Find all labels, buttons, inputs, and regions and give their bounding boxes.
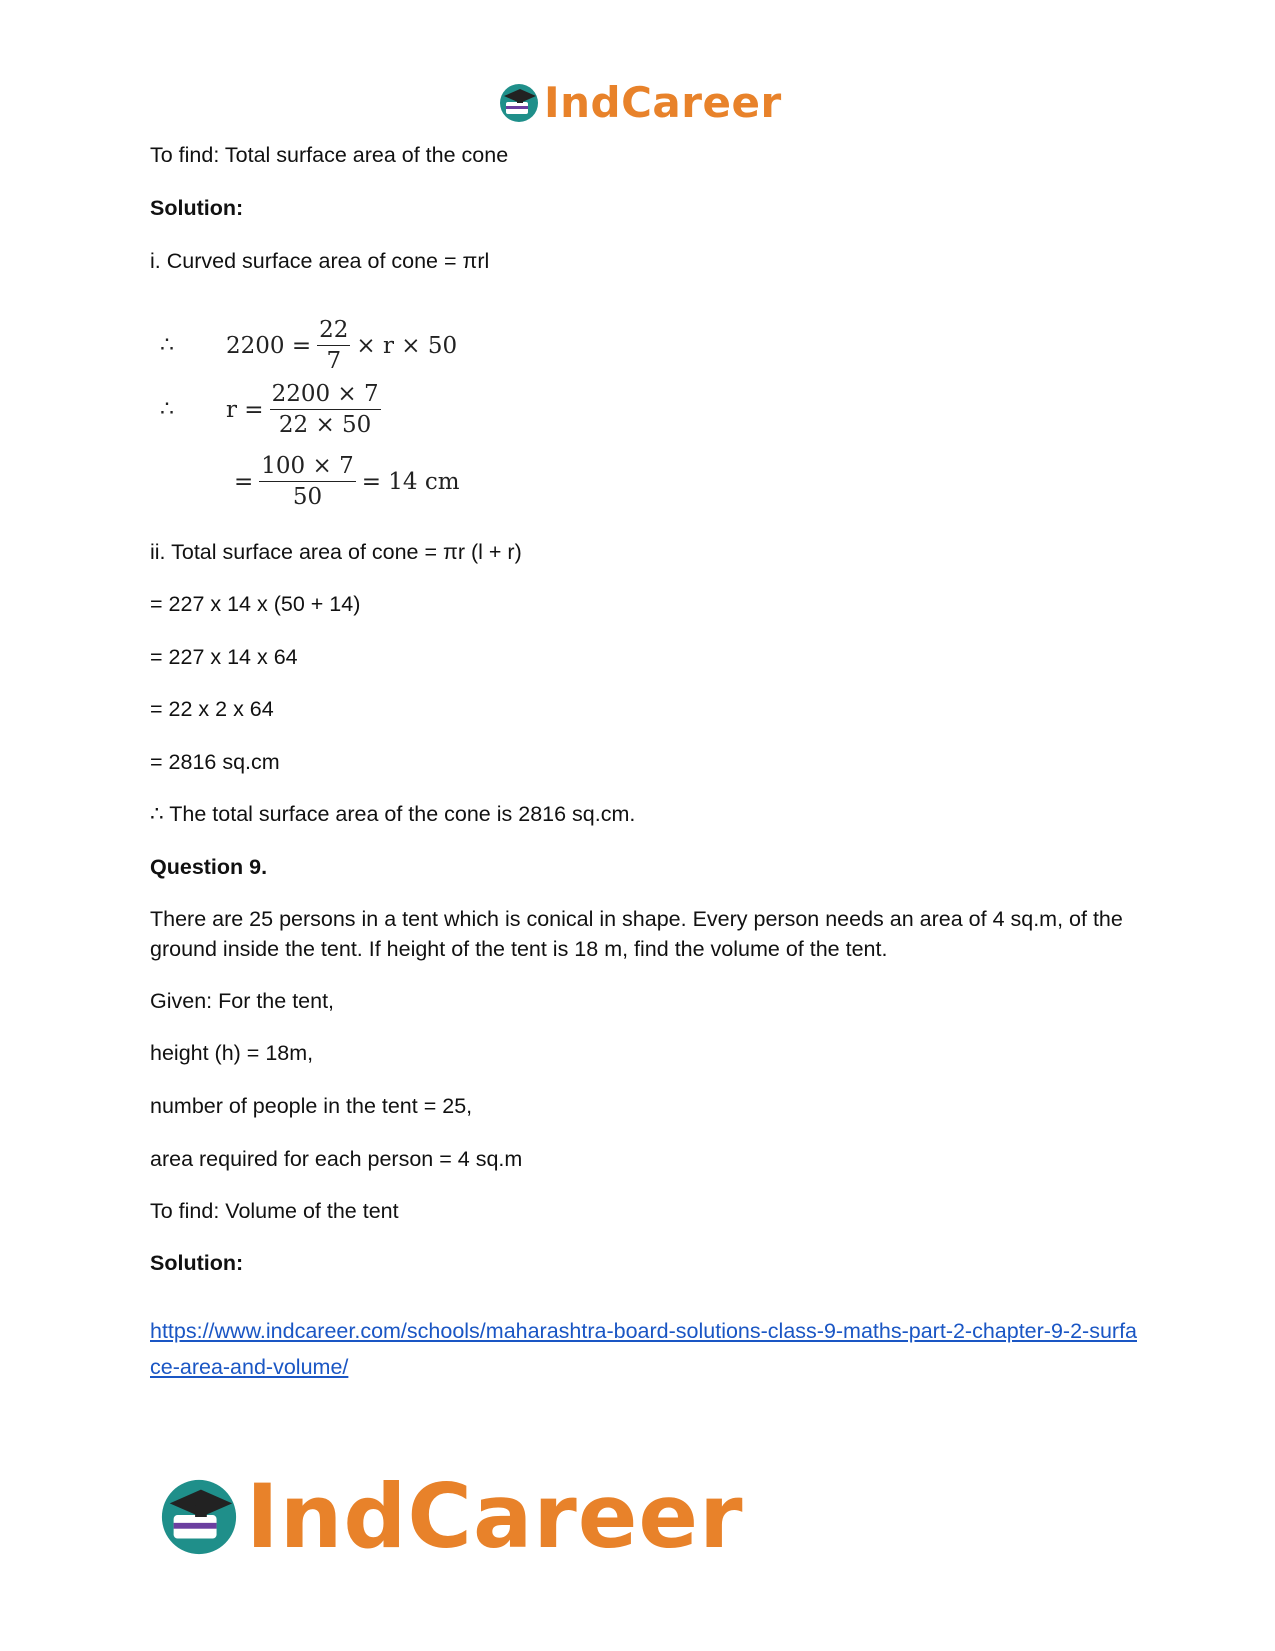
- given-line: area required for each person = 4 sq.m: [150, 1147, 523, 1171]
- numerator: 22: [317, 318, 350, 346]
- solution-heading: Solution:: [150, 1251, 244, 1275]
- given-line: number of people in the tent = 25,: [150, 1094, 473, 1118]
- question-text: There are 25 persons in a tent which is conical in shape. Every person needs an area of 4 sq.m, of the ground inside the tent. If height of the tent is 18 m, find the volume of the tent.: [150, 907, 1123, 961]
- calc-line: = 227 x 14 x (50 + 14): [150, 592, 361, 616]
- to-find-line: To find: Volume of the tent: [150, 1199, 399, 1223]
- conclusion-text: ∴ The total surface area of the cone is 2816 sq.cm.: [150, 802, 636, 826]
- math-row-3: [234, 454, 460, 509]
- solution-heading: Solution:: [150, 196, 244, 220]
- denominator: 7: [326, 348, 342, 374]
- math-rhs: × r × 50: [356, 332, 458, 359]
- calc-line: = 22 x 2 x 64: [150, 697, 274, 721]
- calc-line: = 227 x 14 x 64: [150, 645, 298, 669]
- logo-wordmark: IndCareer: [246, 1465, 744, 1568]
- denominator: 22 × 50: [278, 412, 372, 438]
- logo-wordmark: IndCareer: [544, 78, 782, 127]
- math-lhs: r =: [226, 396, 264, 423]
- header-logo: [498, 78, 782, 127]
- denominator: 50: [292, 484, 323, 510]
- numerator: 100 × 7: [259, 454, 355, 482]
- calc-line: = 2816 sq.cm: [150, 750, 280, 774]
- step-i-text: i. Curved surface area of cone = πrl: [150, 249, 490, 273]
- therefore-symbol: ∴: [160, 333, 174, 358]
- to-find-line: To find: Total surface area of the cone: [150, 143, 509, 167]
- math-row-2: [160, 382, 387, 437]
- graduation-book-icon: [498, 82, 540, 124]
- therefore-symbol: ∴: [160, 397, 174, 422]
- fraction: [259, 454, 355, 509]
- numerator: 2200 × 7: [270, 382, 381, 410]
- source-link[interactable]: https://www.indcareer.com/schools/maharashtra-board-solutions-class-9-maths-part-2-chapter-9-2-surface-area-and-volume/: [150, 1319, 1137, 1379]
- step-ii-text: ii. Total surface area of cone = πr (l + r): [150, 540, 522, 564]
- math-row-1: [160, 318, 457, 373]
- math-lhs: =: [234, 468, 254, 495]
- fraction: [270, 382, 381, 437]
- fraction: [317, 318, 350, 373]
- given-line: Given: For the tent,: [150, 989, 335, 1013]
- math-rhs: = 14 cm: [361, 468, 460, 495]
- math-lhs: 2200 =: [226, 332, 312, 359]
- graduation-book-icon: [158, 1476, 240, 1558]
- footer-logo: [158, 1465, 744, 1568]
- math-derivation: [160, 318, 480, 528]
- given-line: height (h) = 18m,: [150, 1041, 314, 1065]
- question-heading: Question 9.: [150, 855, 268, 879]
